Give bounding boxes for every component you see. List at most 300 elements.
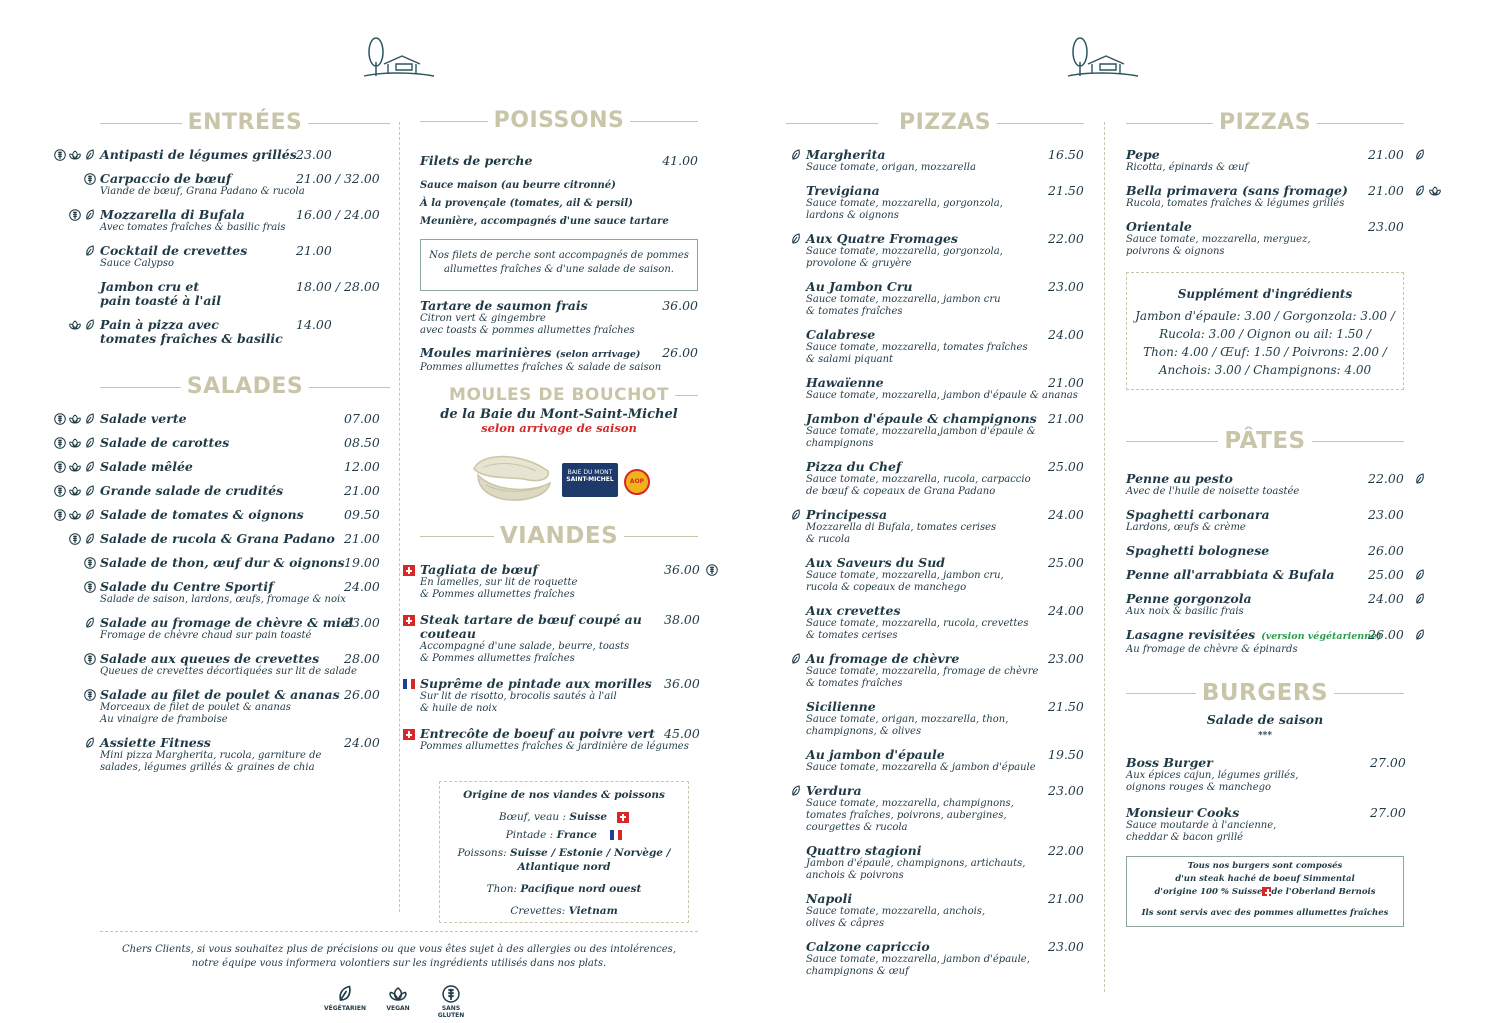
item-price: 19.00 [344, 555, 380, 570]
vegetarien-icon [1414, 629, 1426, 641]
bouchot-illustration [420, 441, 698, 517]
swiss-flag-icon [1262, 887, 1271, 896]
menu-item [420, 677, 698, 715]
legend-vegan: VEGAN [378, 985, 418, 1012]
item-name: Salade mêlée [100, 459, 193, 474]
vegetarien-icon [84, 737, 96, 749]
item-price: 21.00 [1368, 147, 1404, 162]
diet-icons [84, 617, 96, 629]
item-description: & rucola [806, 534, 851, 545]
house-tree-logo-left [362, 34, 436, 78]
menu-item [100, 436, 390, 450]
sans-gluten-icon [706, 564, 718, 576]
item-description: Salade de saison, lardons, œufs, fromage & noix [100, 594, 346, 605]
item-description: Viande de bœuf, Grana Padano & rucola [100, 186, 305, 197]
item-description: Sauce Calypso [100, 258, 174, 269]
vegetarien-icon [84, 413, 96, 425]
item-price: 21.00 [344, 483, 380, 498]
diet-icons [84, 173, 96, 185]
item-description: Aux noix & basilic frais [1126, 606, 1244, 617]
item-price: 24.00 [1048, 327, 1084, 342]
item-price: 21.00 / 32.00 [296, 171, 380, 186]
item-description: Jambon d'épaule, champignons, artichauts, [806, 858, 1026, 869]
menu-item [806, 844, 1084, 882]
diet-icons [84, 557, 96, 569]
menu-item [806, 784, 1084, 834]
item-name: Salade du Centre Sportif [100, 579, 274, 594]
item-price: 22.00 [1048, 231, 1084, 246]
menu-item [806, 148, 1084, 174]
item-price: 23.00 [344, 615, 380, 630]
item-description: Sur lit de risotto, brocolis sautés à l'ail [420, 691, 617, 702]
menu-item [806, 328, 1084, 366]
item-name: Salade au filet de poulet & ananas [100, 687, 340, 702]
item-name: Salade verte [100, 411, 187, 426]
diet-icons [1414, 629, 1426, 641]
menu-item [806, 508, 1084, 546]
vegetarien-icon [84, 319, 96, 331]
menu-item [100, 532, 390, 546]
sans-gluten-icon [54, 509, 66, 521]
menu-item [1126, 148, 1404, 174]
item-name: Salade de tomates & oignons [100, 507, 304, 522]
item-name: Salade de thon, œuf dur & oignons [100, 555, 345, 570]
item-description: Avec de l'huile de noisette toastée [1126, 486, 1300, 497]
menu-item [806, 892, 1084, 930]
item-price: 21.00 [296, 243, 332, 258]
item-name: Verdura [806, 783, 862, 798]
sans-gluten-icon [54, 413, 66, 425]
item-name: Moules marinières (selon arrivage) [420, 345, 641, 360]
sans-gluten-icon [84, 653, 96, 665]
menu-item [806, 556, 1084, 594]
item-price: 25.00 [1048, 555, 1084, 570]
menu-item [100, 172, 390, 198]
menu-item: Pain à pizza avec tomates fraîches & basilic 14.00 [100, 318, 390, 346]
diet-icons [84, 689, 96, 701]
item-name: Calabrese [806, 327, 876, 342]
item-price: 23.00 [1368, 507, 1404, 522]
diet-icons [1414, 185, 1441, 197]
sans-gluten-icon [84, 689, 96, 701]
diet-icons [54, 437, 96, 449]
item-price: 38.00 [664, 612, 700, 627]
diet-icons [84, 581, 96, 593]
item-description: Sauce tomate, mozzarella, jambon d'épaule & ananas [806, 390, 1078, 401]
menu-item [100, 616, 390, 642]
item-price: 08.50 [344, 435, 380, 450]
vegetarien-icon [1414, 569, 1426, 581]
diet-icons [54, 509, 96, 521]
diet-icons [1414, 149, 1426, 161]
burgers-heading: BURGERS [1126, 678, 1404, 708]
menu-item [1126, 544, 1404, 558]
vegetarien-icon [84, 437, 96, 449]
item-name: Aux Saveurs du Sud [806, 555, 946, 570]
item-description: & tomates fraîches [806, 678, 903, 689]
item-description: Sauce tomate, mozzarella, rucola, carpaccio [806, 474, 1031, 485]
sans-gluten-icon [442, 985, 460, 1003]
swiss-flag-icon [617, 812, 629, 823]
item-price: 12.00 [344, 459, 380, 474]
item-name: Tagliata de bœuf [420, 562, 538, 577]
menu-item [806, 700, 1084, 738]
item-description: Sauce tomate, mozzarella, fromage de chèvre [806, 666, 1039, 677]
burgers-stars: *** [1257, 731, 1273, 741]
item-price: 23.00 [1048, 651, 1084, 666]
item-description: En lamelles, sur lit de roquette [420, 577, 578, 588]
item-price: 26.00 [1368, 627, 1404, 642]
poissons-viandes-column [420, 106, 698, 923]
menu-item [100, 484, 390, 498]
item-name: Salade au fromage de chèvre & miel [100, 615, 354, 630]
item-description: Sauce tomate, mozzarella, rucola, crevettes [806, 618, 1029, 629]
vegetarien-icon [84, 533, 96, 545]
item-price: 19.50 [1048, 747, 1084, 762]
item-name: Cocktail de crevettes [100, 243, 248, 258]
item-description: Sauce tomate, mozzarella, jambon cru, [806, 570, 1004, 581]
vegetarien-icon [84, 617, 96, 629]
item-description: & huile de noix [420, 703, 498, 714]
vegetarien-icon [84, 149, 96, 161]
diet-icons [54, 485, 96, 497]
menu-item [420, 154, 698, 168]
bouchot-subtitle: de la Baie du Mont-Saint-Michel [440, 407, 678, 422]
menu-item [100, 688, 390, 726]
item-description: & Pommes allumettes fraîches [420, 653, 575, 664]
item-description: Sauce tomate, mozzarella, tomates fraîches [806, 342, 1028, 353]
item-description: Pommes allumettes fraîches & jardinière de légumes [420, 741, 689, 752]
bouchot-availability: selon arrivage de saison [481, 421, 637, 435]
menu-item [100, 556, 390, 570]
burgers-salade: Salade de saison [1206, 712, 1324, 727]
sans-gluten-icon [84, 581, 96, 593]
item-name: Au Jambon Cru [806, 279, 913, 294]
entrees-list [100, 148, 390, 346]
diet-icons [69, 319, 96, 331]
swiss-flag-icon [403, 615, 415, 626]
sans-gluten-icon [54, 485, 66, 497]
menu-item [1126, 756, 1404, 794]
viandes-list [420, 563, 698, 753]
menu-item [100, 580, 390, 606]
item-price: 45.00 [664, 726, 700, 741]
pizzas-heading-2: PIZZAS [1126, 108, 1404, 138]
item-price: 27.00 [1370, 755, 1406, 770]
item-name: Pizza du Chef [806, 459, 902, 474]
vegan-icon [1429, 185, 1441, 197]
item-description: Avec tomates fraîches & basilic frais [100, 222, 286, 233]
item-name: Boss Burger [1126, 755, 1213, 770]
item-name: Aux crevettes [806, 603, 901, 618]
entrees-heading: ENTRÉES [100, 108, 390, 138]
diet-icons [54, 461, 96, 473]
item-price: 21.00 [344, 531, 380, 546]
item-description: Sauce tomate, mozzarella, gorgonzola, [806, 198, 1003, 209]
item-price: 23.00 [1048, 783, 1084, 798]
menu-item [806, 412, 1084, 450]
pizzas-list [806, 148, 1084, 978]
item-name: Pain à pizza avec [100, 317, 219, 332]
item-description: lardons & oignons [806, 210, 899, 221]
menu-item [1126, 184, 1404, 210]
item-price: 16.50 [1048, 147, 1084, 162]
menu-item [1126, 806, 1404, 844]
vegetarien-icon [1414, 593, 1426, 605]
item-name: Trevigiana [806, 183, 880, 198]
item-price: 09.50 [344, 507, 380, 522]
item-name: Penne all'arrabbiata & Bufala [1126, 567, 1335, 582]
pizzas-list-2 [1126, 148, 1404, 258]
item-description: Accompagné d'une salade, beurre, toasts [420, 641, 630, 652]
menu-item [100, 208, 390, 234]
menu-item [1126, 472, 1404, 498]
menu-item [420, 563, 698, 601]
item-name: Napoli [806, 891, 853, 906]
item-price: 21.50 [1048, 699, 1084, 714]
french-flag-icon [610, 830, 622, 840]
item-description: rucola & copeaux de manchego [806, 582, 967, 593]
menu-item [100, 244, 390, 270]
menu-item [806, 604, 1084, 642]
item-description: salades, légumes grillés & graines de chia [100, 762, 315, 773]
item-price: 27.00 [1370, 805, 1406, 820]
item-description: Sauce tomate, mozzarella, jambon cru [806, 294, 1001, 305]
item-name: Orientale [1126, 219, 1192, 234]
item-price: 24.00 [344, 735, 380, 750]
item-name: Salade aux queues de crevettes [100, 651, 320, 666]
item-price: 22.00 [1368, 471, 1404, 486]
item-price: 36.00 [664, 676, 700, 691]
menu-item [806, 460, 1084, 498]
sans-gluten-icon [54, 461, 66, 473]
item-description: oignons rouges & manchego [1126, 782, 1272, 793]
item-description: Sauce tomate, mozzarella,jambon d'épaule & champignons [806, 426, 1036, 449]
vegetarien-icon [84, 209, 96, 221]
diet-icons [69, 209, 96, 221]
item-price: 41.00 [662, 153, 698, 168]
menu-item [1126, 568, 1404, 582]
item-name: Salade de carottes [100, 435, 230, 450]
item-name: Spaghetti bolognese [1126, 543, 1270, 558]
vegetarien-icon [336, 985, 354, 1003]
supplement-box: Supplément d'ingrédients Jambon d'épaule: 3.00 / Gorgonzola: 3.00 / Rucola: 3.00 / Oignon ou ail: 1.50 / Thon: 4.00 / Œuf: 1.50 / Poivrons: 2.00 / Anchois: 3.00 / Champignons: 4.00 [1126, 272, 1404, 390]
item-price: 26.00 [344, 687, 380, 702]
sans-gluten-icon [84, 173, 96, 185]
legend-vegetarien: VÉGÉTARIEN [322, 985, 368, 1012]
origine-box: Origine de nos viandes & poissons Bœuf, veau : Suisse Pintade : France Poissons: Suisse / Estonie / Norvège / Atlantique nord Thon: Pacifique nord ouest Crevettes: Vietnam [439, 781, 689, 923]
item-name: Aux Quatre Fromages [806, 231, 958, 246]
item-name: Lasagne revisitées (version végétarienne) [1126, 627, 1382, 642]
vegetarien-icon [1414, 473, 1426, 485]
item-name: Au jambon d'épaule [806, 747, 945, 762]
diet-icons [790, 509, 802, 521]
diet-icons [1414, 569, 1426, 581]
item-price: 36.00 [664, 562, 700, 577]
menu-item [420, 727, 698, 753]
sans-gluten-icon [69, 209, 81, 221]
item-name: Jambon d'épaule & champignons [806, 411, 1037, 426]
item-name: Antipasti de légumes grillés [100, 147, 297, 162]
item-price: 36.00 [662, 298, 698, 313]
item-price: 16.00 / 24.00 [296, 207, 380, 222]
diet-icons [54, 413, 96, 425]
diet-icons [1414, 593, 1426, 605]
diet-icons [69, 533, 96, 545]
item-name: Penne gorgonzola [1126, 591, 1252, 606]
item-price: 25.00 [1368, 567, 1404, 582]
item-description: Sauce tomate, origan, mozzarella [806, 162, 976, 173]
item-name: Assiette Fitness [100, 735, 211, 750]
menu-item [806, 748, 1084, 774]
item-description: Sauce tomate, mozzarella & jambon d'épaule [806, 762, 1036, 773]
item-name: Pepe [1126, 147, 1160, 162]
diet-icons [84, 245, 96, 257]
vegetarien-icon [790, 509, 802, 521]
diet-icons [84, 737, 96, 749]
item-name: Penne au pesto [1126, 471, 1233, 486]
footer-divider [100, 931, 698, 932]
perche-note-box: Nos filets de perche sont accompagnés de pommes allumettes fraîches & d'une salade de saison. [420, 239, 698, 291]
item-price: 25.00 [1048, 459, 1084, 474]
item-name: Filets de perche [420, 153, 533, 168]
item-description: Ricotta, épinards & œuf [1126, 162, 1249, 173]
item-price: 18.00 / 28.00 [296, 279, 380, 294]
item-price: 24.00 [1048, 603, 1084, 618]
menu-item [1126, 220, 1404, 258]
item-name: Hawaïenne [806, 375, 884, 390]
item-name: Calzone capriccio [806, 939, 930, 954]
menu-item [806, 652, 1084, 690]
item-price: 21.00 [1048, 411, 1084, 426]
french-flag-icon [403, 679, 415, 689]
vegetarien-icon [790, 149, 802, 161]
item-price: 26.00 [1368, 543, 1404, 558]
menu-item [806, 232, 1084, 270]
vegetarien-icon [84, 509, 96, 521]
item-price: 21.50 [1048, 183, 1084, 198]
diet-icons [790, 233, 802, 245]
sans-gluten-icon [69, 533, 81, 545]
vegetarien-icon [84, 461, 96, 473]
item-description: & salami piquant [806, 354, 894, 365]
item-description: Au fromage de chèvre & épinards [1126, 644, 1298, 655]
pates-heading: PÂTES [1126, 426, 1404, 456]
vegan-icon [69, 413, 81, 425]
column-divider [1104, 122, 1105, 992]
menu-item: Moules marinières (selon arrivage) Pommes allumettes fraîches & salade de saison 26.00 [420, 345, 698, 373]
diet-icons [54, 149, 96, 161]
item-description: Sauce tomate, mozzarella, jambon d'épaule, [806, 954, 1030, 965]
item-description: & tomates cerises [806, 630, 898, 641]
diet-icons [84, 653, 96, 665]
item-name: Sicilienne [806, 699, 876, 714]
menu-item [806, 940, 1084, 978]
diet-icons [790, 785, 802, 797]
item-price: 24.00 [1368, 591, 1404, 606]
pizzas-column [806, 108, 1084, 988]
item-name: Monsieur Cooks [1126, 805, 1240, 820]
mussel-icon [470, 449, 554, 503]
item-description: Sauce tomate, mozzarella, champignons, [806, 798, 1014, 809]
item-description: Sauce tomate, mozzarella, gorgonzola, [806, 246, 1003, 257]
vegetarien-icon [1414, 185, 1426, 197]
diet-icons [790, 149, 802, 161]
pizzas-pates-burgers-column [1126, 108, 1404, 927]
vegetarien-icon [790, 653, 802, 665]
menu-item: Jambon cru et pain toasté à l'ail 18.00 / 28.00 [100, 280, 390, 308]
vegan-icon [69, 437, 81, 449]
item-name: Grande salade de crudités [100, 483, 284, 498]
vegan-icon [69, 461, 81, 473]
perche-option: À la provençale (tomates, ail & persil) [420, 198, 633, 209]
perche-option: Meunière, accompagnés d'une sauce tartare [420, 216, 669, 227]
legend-sans-gluten: SANS GLUTEN [428, 985, 474, 1019]
swiss-flag-icon [403, 565, 415, 576]
item-description: de bœuf & copeaux de Grana Padano [806, 486, 996, 497]
item-description: Queues de crevettes décortiquées sur lit de salade [100, 666, 357, 677]
item-price: 14.00 [296, 317, 332, 332]
menu-item [100, 460, 390, 474]
item-price: 24.00 [344, 579, 380, 594]
bouchot-heading: MOULES DE BOUCHOT [420, 384, 698, 406]
vegan-icon [69, 485, 81, 497]
item-description: provolone & gruyère [806, 258, 912, 269]
item-description: Morceaux de filet de poulet & ananas [100, 702, 291, 713]
item-description: Sauce tomate, mozzarella, anchois, [806, 906, 986, 917]
item-description: poivrons & oignons [1126, 246, 1225, 257]
menu-item [100, 412, 390, 426]
item-name: Bella primavera (sans fromage) [1126, 183, 1348, 198]
item-name: Carpaccio de bœuf [100, 171, 232, 186]
baie-mont-saint-michel-badge: BAIE DU MONT SAINT-MICHEL [562, 463, 618, 497]
item-name: Au fromage de chèvre [806, 651, 960, 666]
item-price: 23.00 [1048, 279, 1084, 294]
vegan-icon [69, 149, 81, 161]
menu-item [100, 736, 390, 774]
poissons-heading: POISSONS [420, 106, 698, 136]
item-name: Margherita [806, 147, 886, 162]
menu-item [1126, 628, 1404, 656]
menu-item [806, 280, 1084, 318]
vegetarien-icon [790, 233, 802, 245]
vegan-icon [69, 509, 81, 521]
item-price: 22.00 [1048, 843, 1084, 858]
item-price: 24.00 [1048, 507, 1084, 522]
menu-item [100, 652, 390, 678]
item-price: 23.00 [1368, 219, 1404, 234]
viandes-heading: VIANDES [420, 521, 698, 551]
column-divider [399, 122, 400, 912]
item-description: Mini pizza Margherita, rucola, garniture de [100, 750, 322, 761]
sans-gluten-icon [84, 557, 96, 569]
pizzas-heading: PIZZAS [806, 108, 1084, 138]
vegan-icon [69, 319, 81, 331]
vegetarien-icon [790, 785, 802, 797]
vegan-icon [388, 985, 408, 1003]
item-name: Entrecôte de boeuf au poivre vert [420, 726, 655, 741]
vegetarien-icon [1414, 149, 1426, 161]
perche-option: Sauce maison (au beurre citronné) [420, 180, 616, 191]
item-name: Jambon cru et [100, 279, 200, 294]
item-description: courgettes & rucola [806, 822, 908, 833]
diet-icons [790, 653, 802, 665]
item-price: 23.00 [296, 147, 332, 162]
item-description: Lardons, œufs & crème [1126, 522, 1246, 533]
item-description: Au vinaigre de framboise [100, 714, 228, 725]
item-description: champignons, & olives [806, 726, 922, 737]
item-description: & tomates fraîches [806, 306, 903, 317]
